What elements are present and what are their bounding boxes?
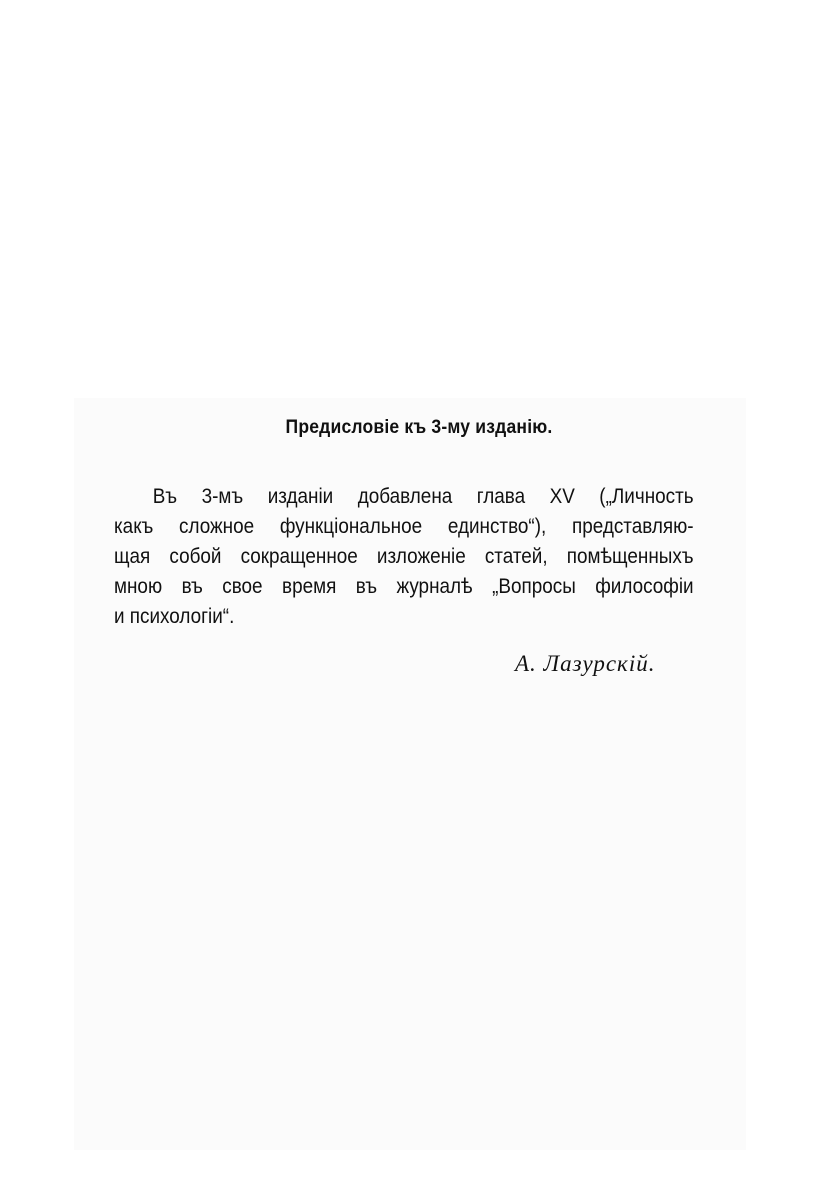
- heading-text: Предисловіе къ 3-му изданію.: [285, 416, 553, 438]
- paragraph-line: щая собой сокращенное изложеніе статей, помѣщенныхъ: [114, 545, 694, 568]
- paragraph-line: и психологіи“.: [114, 605, 235, 628]
- paragraph-line: какъ сложное функціональное единство“), представляю-: [114, 515, 694, 538]
- preface-heading: [41, 416, 797, 439]
- author-signature: А. Лазурскій.: [515, 651, 656, 676]
- preface-paragraph: [114, 482, 694, 632]
- paragraph-line: мною въ свое время въ журналѣ „Вопросы философіи: [114, 575, 694, 598]
- paragraph-line: Въ 3-мъ изданіи добавлена глава XV („Личность: [152, 485, 694, 508]
